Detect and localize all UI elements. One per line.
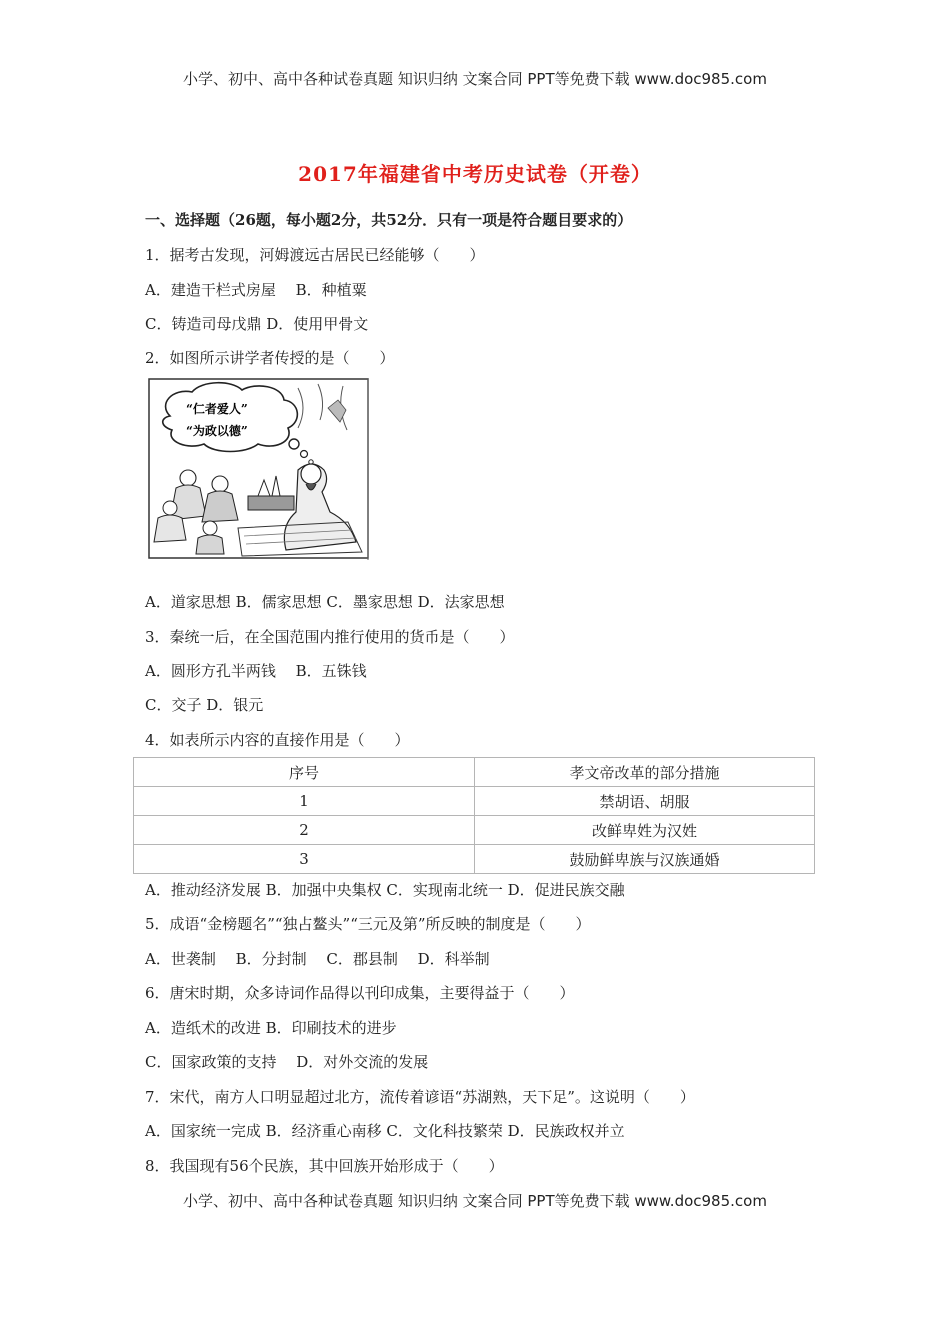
table-row — [134, 816, 815, 845]
question-4-options: A．推动经济发展 B．加强中央集权 C．实现南北统一 D．促进民族交融 — [145, 881, 625, 899]
question-6-options-cd: C．国家政策的支持 D．对外交流的发展 — [145, 1053, 429, 1071]
question-5-options: A．世袭制 B．分封制 C．郡县制 D．科举制 — [145, 950, 490, 968]
table-row — [134, 845, 815, 874]
question-7-options: A．国家统一完成 B．经济重心南移 C．文化科技繁荣 D．民族政权并立 — [145, 1122, 625, 1140]
page-title: 2017年福建省中考历史试卷（开卷） — [298, 162, 652, 186]
question-2-stem: 2．如图所示讲学者传授的是（ ） — [145, 349, 395, 367]
question-1-options-ab: A．建造干栏式房屋 B．种植粟 — [145, 281, 367, 299]
question-2-options: A．道家思想 B．儒家思想 C．墨家思想 D．法家思想 — [145, 593, 505, 611]
question-3-options-cd: C．交子 D．银元 — [145, 696, 264, 714]
question-5-stem: 5．成语“金榜题名”“独占鳌头”“三元及第”所反映的制度是（ ） — [145, 915, 591, 933]
table-header-cell: 序号 — [134, 758, 475, 787]
figure-quote-2: “为政以德” — [186, 424, 248, 438]
section-heading: 一、选择题（26题，每小题2分，共52分．只有一项是符合题目要求的） — [145, 211, 633, 229]
question-8-stem: 8．我国现有56个民族，其中回族开始形成于（ ） — [145, 1157, 504, 1175]
question-3-options-ab: A．圆形方孔半两钱 B．五铢钱 — [145, 662, 367, 680]
table-row — [134, 787, 815, 816]
question-6-options-ab: A．造纸术的改进 B．印刷技术的进步 — [145, 1019, 397, 1037]
question-6-stem: 6．唐宋时期，众多诗词作品得以刊印成集，主要得益于（ ） — [145, 984, 575, 1002]
table-header-cell: 孝文帝改革的部分措施 — [475, 758, 815, 787]
question-7-stem: 7．宋代，南方人口明显超过北方，流传着谚语“苏湖熟，天下足”。这说明（ ） — [145, 1088, 695, 1106]
reform-measures-table — [133, 757, 815, 874]
question-3-stem: 3．秦统一后，在全国范围内推行使用的货币是（ ） — [145, 628, 515, 646]
page-header: 小学、初中、高中各种试卷真题 知识归纳 文案合同 PPT等免费下载 www.doc985.com — [183, 70, 767, 88]
figure-quote-1: “仁者爱人” — [186, 402, 248, 416]
table-cell: 1 — [134, 787, 475, 816]
table-cell: 鼓励鲜卑族与汉族通婚 — [475, 845, 815, 874]
table-cell: 禁胡语、胡服 — [475, 787, 815, 816]
table-cell: 2 — [134, 816, 475, 845]
table-header-row — [134, 758, 815, 787]
question-1-options-cd: C．铸造司母戊鼎 D．使用甲骨文 — [145, 315, 369, 333]
page-footer: 小学、初中、高中各种试卷真题 知识归纳 文案合同 PPT等免费下载 www.doc985.com — [183, 1192, 767, 1210]
question-4-stem: 4．如表所示内容的直接作用是（ ） — [145, 731, 410, 749]
question-1-stem: 1．据考古发现，河姆渡远古居民已经能够（ ） — [145, 246, 485, 264]
table-cell: 3 — [134, 845, 475, 874]
table-cell: 改鲜卑姓为汉姓 — [475, 816, 815, 845]
confucius-teaching-illustration — [148, 378, 370, 560]
